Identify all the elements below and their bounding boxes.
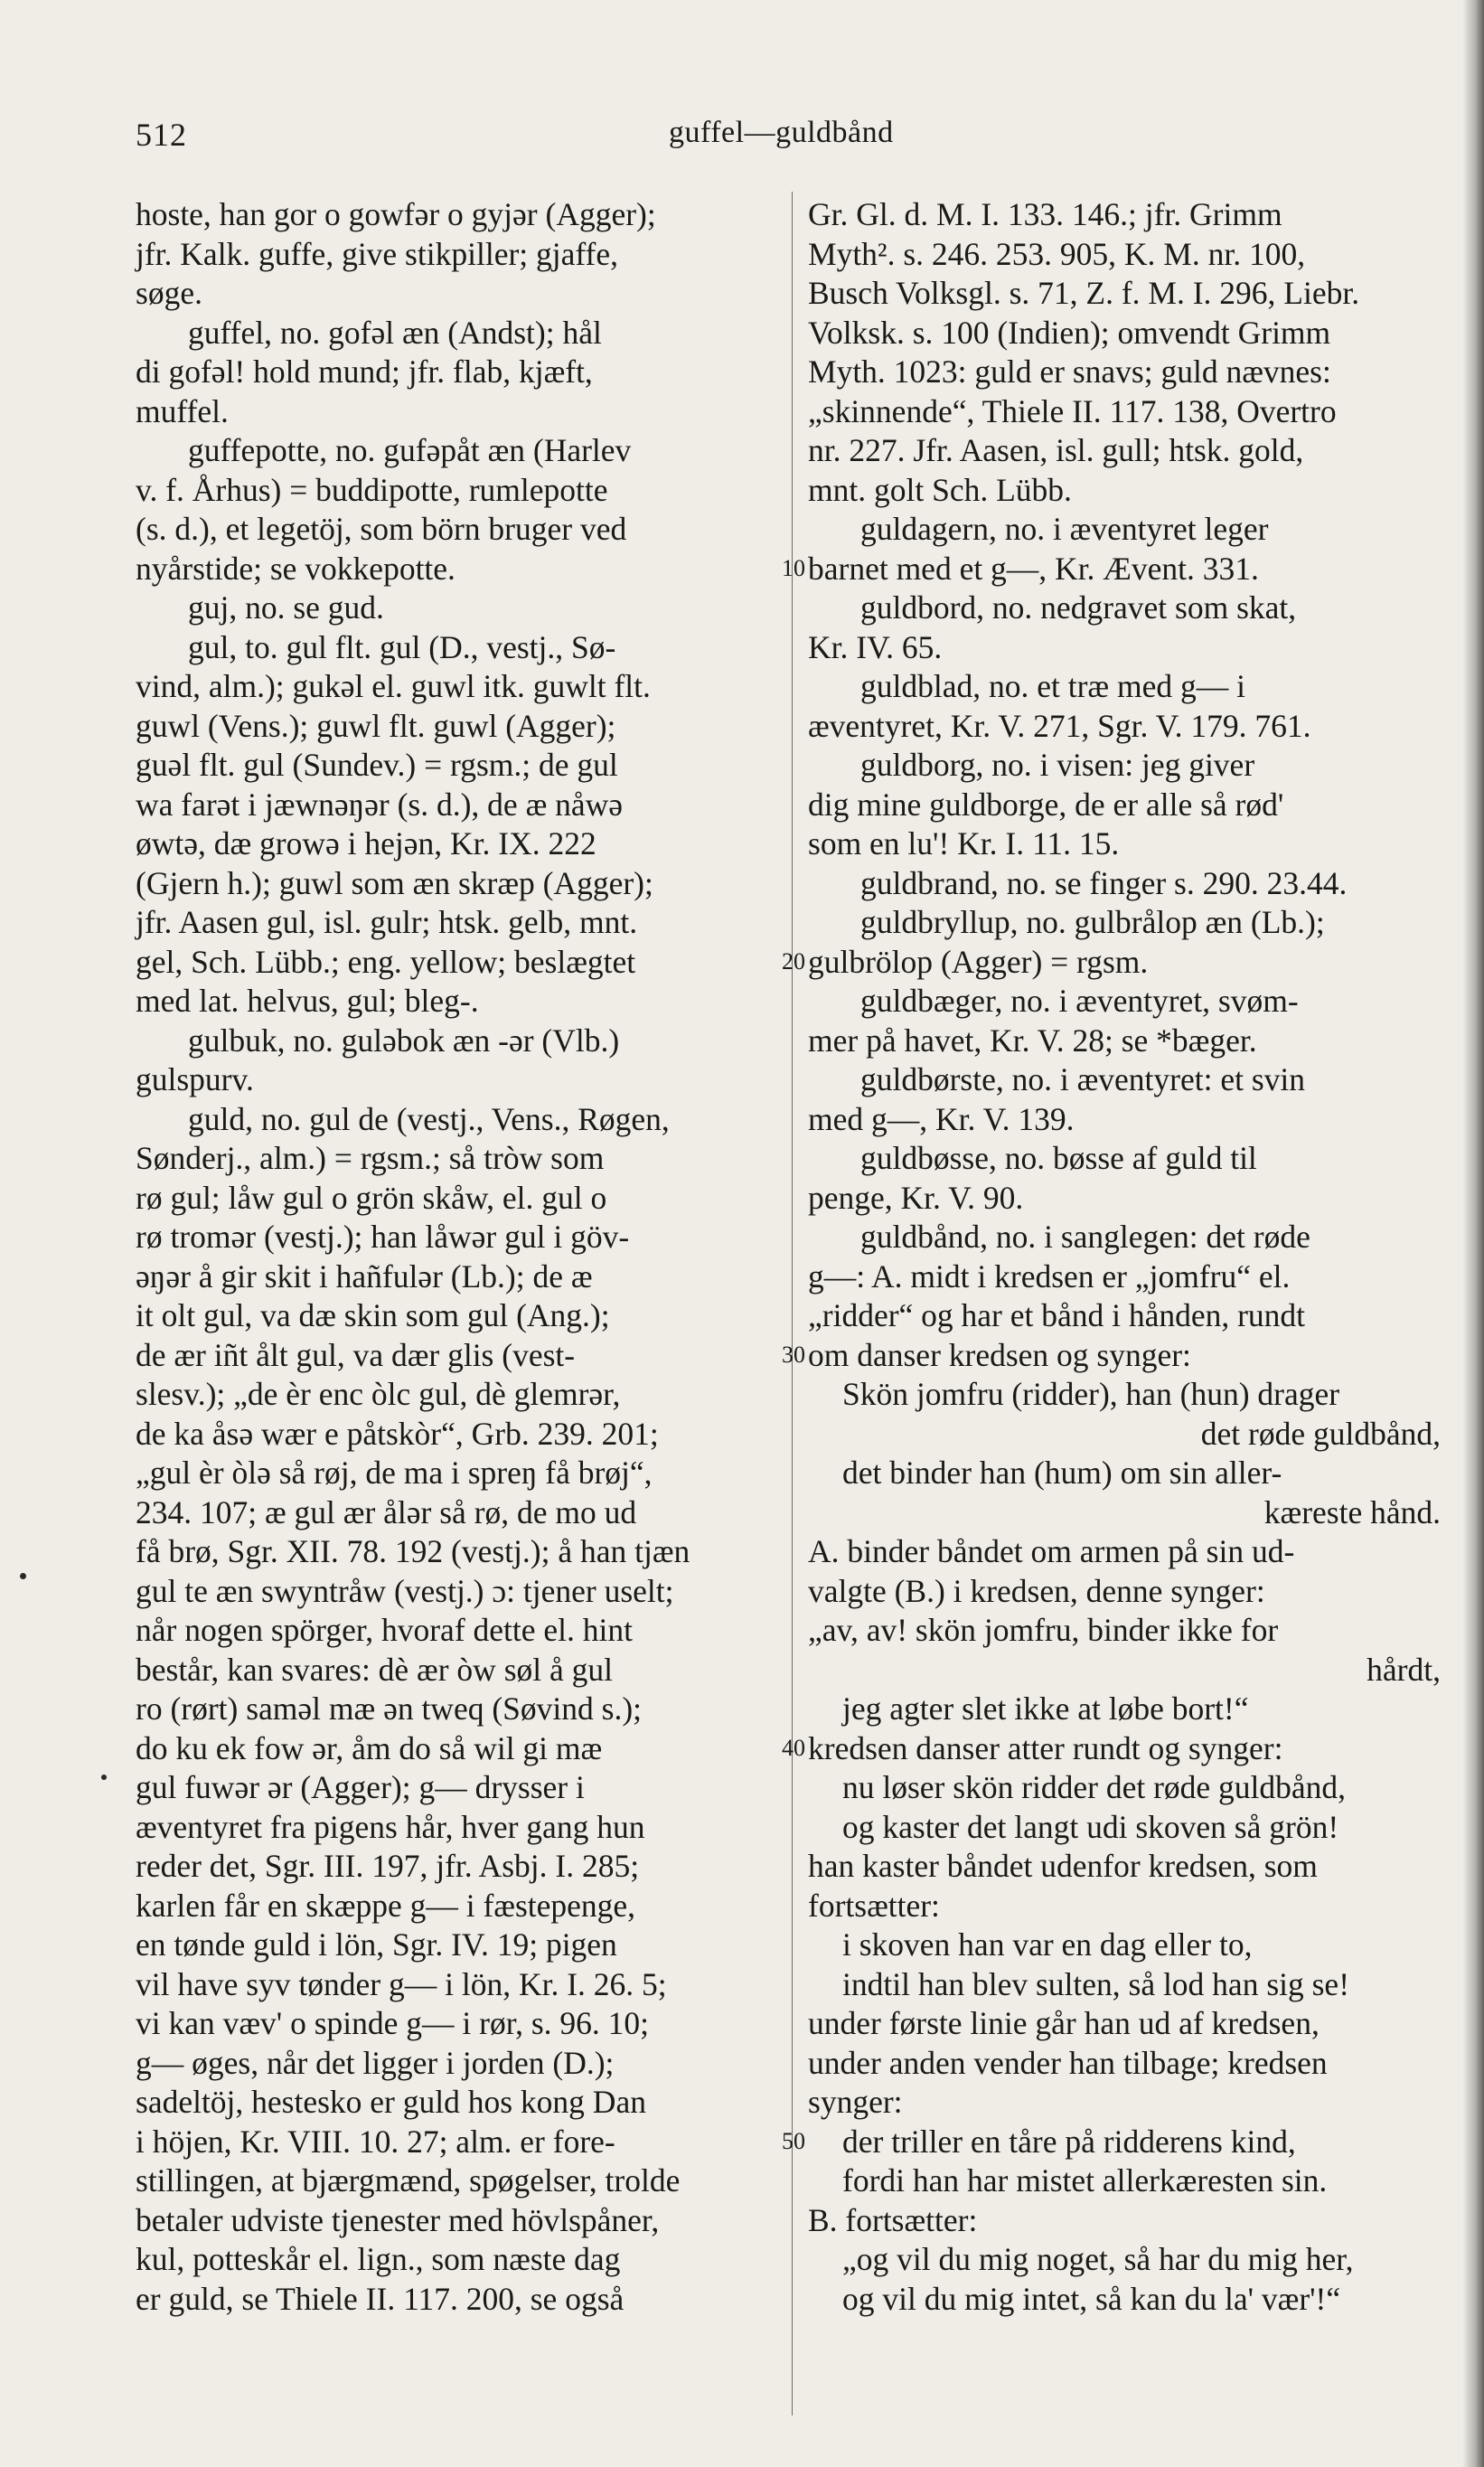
- text-line: g— øges, når det ligger i jorden (D.);: [136, 2044, 615, 2081]
- text-line: vil have syv tønder g— i lön, Kr. I. 26. 5;: [136, 1965, 667, 2002]
- text-line: stillingen, at bjærgmænd, spøgelser, trolde: [136, 2162, 681, 2199]
- text-line: mnt. golt Sch. Lübb.: [808, 471, 1072, 508]
- text-line: guldblad, no. et træ med g— i: [860, 668, 1245, 704]
- page-header: [136, 116, 1464, 170]
- text-line: jfr. Aasen gul, isl. gulr; htsk. gelb, mnt.: [136, 904, 638, 940]
- text-line: guffel, no. gofəl æn (Andst); hål: [188, 314, 602, 351]
- line-number: 10: [782, 554, 805, 581]
- text-line: de ka åsə wær e påtskòr“, Grb. 239. 201;: [136, 1415, 659, 1452]
- text-line: nyårstide; se vokkepotte.: [136, 550, 456, 587]
- text-line: əŋər å gir skit i hañfulər (Lb.); de æ: [136, 1257, 593, 1295]
- text-line: kul, potteskår el. lign., som næste dag: [136, 2241, 621, 2277]
- text-line: barnet med et g—, Kr. Ævent. 331.: [808, 550, 1259, 587]
- text-line: kredsen danser atter rundt og synger:: [808, 1729, 1283, 1766]
- text-line: om danser kredsen og synger:: [808, 1336, 1191, 1373]
- page-number: 512: [136, 117, 187, 153]
- text-line: reder det, Sgr. III. 197, jfr. Asbj. I. 285;: [136, 1848, 640, 1884]
- text-line: mer på havet, Kr. V. 28; se *bæger.: [808, 1022, 1257, 1059]
- text-line: øwtə, dæ growə i hejən, Kr. IX. 222: [136, 825, 596, 862]
- text-line: gul te æn swyntråw (vestj.) ɔ: tjener uselt;: [136, 1572, 674, 1609]
- text-line: muffel.: [136, 392, 229, 429]
- text-line: indtil han blev sulten, så lod han sig se!: [842, 1965, 1350, 2002]
- text-line: fortsætter:: [808, 1887, 940, 1924]
- text-line: de ær iñt ålt gul, va dær glis (vest-: [136, 1336, 576, 1373]
- text-line: når nogen spörger, hvoraf dette el. hint: [136, 1612, 633, 1648]
- text-line: gul, to. gul flt. gul (D., vestj., Sø-: [188, 628, 616, 665]
- text-line: „ridder“ og har et bånd i hånden, rundt: [808, 1297, 1306, 1333]
- left-column: [136, 195, 786, 2319]
- text-line: valgte (B.) i kredsen, denne synger:: [808, 1572, 1265, 1609]
- text-line: vi kan væv' o spinde g— i rør, s. 96. 10;: [136, 2005, 650, 2041]
- text-line: synger:: [808, 2084, 903, 2120]
- text-line: som en lu'! Kr. I. 11. 15.: [808, 825, 1120, 862]
- text-line: B. fortsætter:: [808, 2201, 978, 2238]
- text-line: 234. 107; æ gul ær ålər så rø, de mo ud: [136, 1493, 637, 1530]
- text-line: under første linie går han ud af kredsen,: [808, 2005, 1320, 2041]
- text-line: guldbæger, no. i æventyret, svøm-: [860, 983, 1299, 1019]
- text-line: gul fuwər ər (Agger); g— drysser i: [136, 1769, 585, 1805]
- text-line: vind, alm.); gukəl el. guwl itk. guwlt flt.: [136, 668, 651, 704]
- page-edge-shadow: [1462, 0, 1484, 2467]
- line-number: 40: [782, 1734, 805, 1761]
- text-line: gulbrölop (Agger) = rgsm.: [808, 943, 1149, 980]
- text-line: ro (rørt) saməl mæ ən tweq (Søvind s.);: [136, 1690, 643, 1727]
- text-line: guldagern, no. i æventyret leger: [860, 511, 1269, 547]
- text-line: Volksk. s. 100 (Indien); omvendt Grimm: [808, 314, 1331, 351]
- text-line: A. binder båndet om armen på sin ud-: [808, 1533, 1295, 1569]
- text-line: med g—, Kr. V. 139.: [808, 1100, 1075, 1137]
- text-line: it olt gul, va dæ skin som gul (Ang.);: [136, 1297, 610, 1333]
- text-line: jfr. Kalk. guffe, give stikpiller; gjaffe,: [136, 235, 619, 272]
- text-line: kæreste hånd.: [1263, 1493, 1441, 1530]
- text-line: det røde guldbånd,: [1200, 1415, 1441, 1452]
- scan-speck: [20, 1573, 26, 1579]
- text-line: han kaster båndet udenfor kredsen, som: [808, 1848, 1318, 1884]
- text-line: Busch Volksgl. s. 71, Z. f. M. I. 296, Liebr.: [808, 275, 1360, 311]
- text-line: Gr. Gl. d. M. I. 133. 146.; jfr. Grimm: [808, 196, 1282, 232]
- text-line: æventyret fra pigens hår, hver gang hun: [136, 1808, 645, 1845]
- text-line: jeg agter slet ikke at løbe bort!“: [842, 1690, 1249, 1727]
- running-head: guffel—guldbånd: [669, 116, 894, 149]
- text-line: gel, Sch. Lübb.; eng. yellow; beslægtet: [136, 943, 636, 980]
- line-number: 50: [782, 2127, 805, 2154]
- text-line: under anden vender han tilbage; kredsen: [808, 2044, 1328, 2081]
- text-line: i höjen, Kr. VIII. 10. 27; alm. er fore-: [136, 2123, 615, 2160]
- text-line: guldborg, no. i visen: jeg giver: [860, 747, 1255, 783]
- right-column: [808, 195, 1441, 2319]
- text-line: fordi han har mistet allerkæresten sin.: [842, 2162, 1328, 2199]
- text-line: er guld, se Thiele II. 117. 200, se også: [136, 2280, 625, 2317]
- text-line: guld, no. gul de (vestj., Vens., Røgen,: [188, 1100, 670, 1137]
- text-line: sadeltöj, hestesko er guld hos kong Dan: [136, 2084, 646, 2120]
- text-line: gulbuk, no. guləbok æn -ər (Vlb.): [188, 1022, 620, 1059]
- text-line: karlen får en skæppe g— i fæstepenge,: [136, 1887, 636, 1924]
- text-line: (Gjern h.); guwl som æn skræp (Agger);: [136, 864, 653, 901]
- text-line: i skoven han var en dag eller to,: [842, 1926, 1253, 1963]
- text-line: guwl (Vens.); guwl flt. guwl (Agger);: [136, 707, 616, 744]
- text-line: guldbørste, no. i æventyret: et svin: [860, 1061, 1306, 1097]
- text-line: guldbord, no. nedgravet som skat,: [860, 589, 1297, 626]
- text-line: der triller en tåre på ridderens kind,: [842, 2123, 1296, 2160]
- text-line: består, kan svares: dè ær òw søl å gul: [136, 1651, 613, 1688]
- text-line: æventyret, Kr. V. 271, Sgr. V. 179. 761.: [808, 707, 1311, 744]
- text-line: Kr. IV. 65.: [808, 628, 943, 665]
- text-line: Myth². s. 246. 253. 905, K. M. nr. 100,: [808, 235, 1306, 272]
- text-line: Skön jomfru (ridder), han (hun) drager: [842, 1376, 1340, 1412]
- line-number: 20: [782, 947, 805, 975]
- column-divider: [792, 192, 793, 2415]
- text-line: „og vil du mig noget, så har du mig her,: [842, 2241, 1354, 2277]
- text-line: en tønde guld i lön, Sgr. IV. 19; pigen: [136, 1926, 617, 1963]
- text-line: guəl flt. gul (Sundev.) = rgsm.; de gul: [136, 747, 618, 783]
- text-line: hårdt,: [1367, 1651, 1441, 1688]
- text-line: gulspurv.: [136, 1061, 254, 1097]
- text-line: betaler udviste tjenester med hövlspåner,: [136, 2201, 660, 2238]
- text-line: guldbånd, no. i sanglegen: det røde: [860, 1219, 1310, 1255]
- text-line: hoste, han gor o gowfər o gyjər (Agger);: [136, 196, 656, 232]
- text-line: rø gul; låw gul o grön skåw, el. gul o: [136, 1179, 607, 1216]
- text-line: guldbøsse, no. bøsse af guld til: [860, 1140, 1257, 1176]
- text-line: g—: A. midt i kredsen er „jomfru“ el.: [808, 1257, 1291, 1295]
- text-line: guj, no. se gud.: [188, 589, 384, 626]
- text-line: penge, Kr. V. 90.: [808, 1179, 1024, 1216]
- text-line: med lat. helvus, gul; bleg-.: [136, 983, 479, 1019]
- text-line: nu løser skön ridder det røde guldbånd,: [842, 1769, 1347, 1805]
- text-line: wa farət i jæwnəŋər (s. d.), de æ nåwə: [136, 786, 624, 823]
- text-line: Myth. 1023: guld er snavs; guld nævnes:: [808, 353, 1331, 390]
- text-line: di gofəl! hold mund; jfr. flab, kjæft,: [136, 353, 593, 390]
- text-line: v. f. Århus) = buddipotte, rumlepotte: [136, 471, 608, 508]
- text-line: guldbryllup, no. gulbrålop æn (Lb.);: [860, 904, 1325, 940]
- text-line: nr. 227. Jfr. Aasen, isl. gull; htsk. gold,: [808, 432, 1304, 468]
- text-line: do ku ek fow ər, åm do så wil gi mæ: [136, 1729, 603, 1766]
- text-line: få brø, Sgr. XII. 78. 192 (vestj.); å han tjæn: [136, 1533, 690, 1569]
- text-line: dig mine guldborge, de er alle så rød': [808, 786, 1284, 823]
- text-line: Sønderj., alm.) = rgsm.; så tròw som: [136, 1140, 605, 1176]
- line-number: 30: [782, 1341, 805, 1368]
- text-line: og vil du mig intet, så kan du la' vær'!“: [842, 2280, 1341, 2317]
- text-line: (s. d.), et legetöj, som börn bruger ved: [136, 511, 627, 547]
- scan-speck: [101, 1775, 107, 1780]
- text-line: „skinnende“, Thiele II. 117. 138, Overtro: [808, 392, 1337, 429]
- text-line: guffepotte, no. gufəpåt æn (Harlev: [188, 432, 632, 468]
- text-line: det binder han (hum) om sin aller-: [842, 1455, 1282, 1491]
- text-line: „gul èr òlə så røj, de ma i spreŋ få brøj“,: [136, 1455, 653, 1491]
- text-line: søge.: [136, 275, 202, 311]
- text-line: guldbrand, no. se finger s. 290. 23.44.: [860, 864, 1348, 901]
- text-line: slesv.); „de èr enc òlc gul, dè glemrər,: [136, 1376, 621, 1412]
- text-line: og kaster det langt udi skoven så grön!: [842, 1808, 1339, 1845]
- text-line: „av, av! skön jomfru, binder ikke for: [808, 1612, 1279, 1648]
- text-line: rø tromər (vestj.); han låwər gul i göv-: [136, 1219, 630, 1255]
